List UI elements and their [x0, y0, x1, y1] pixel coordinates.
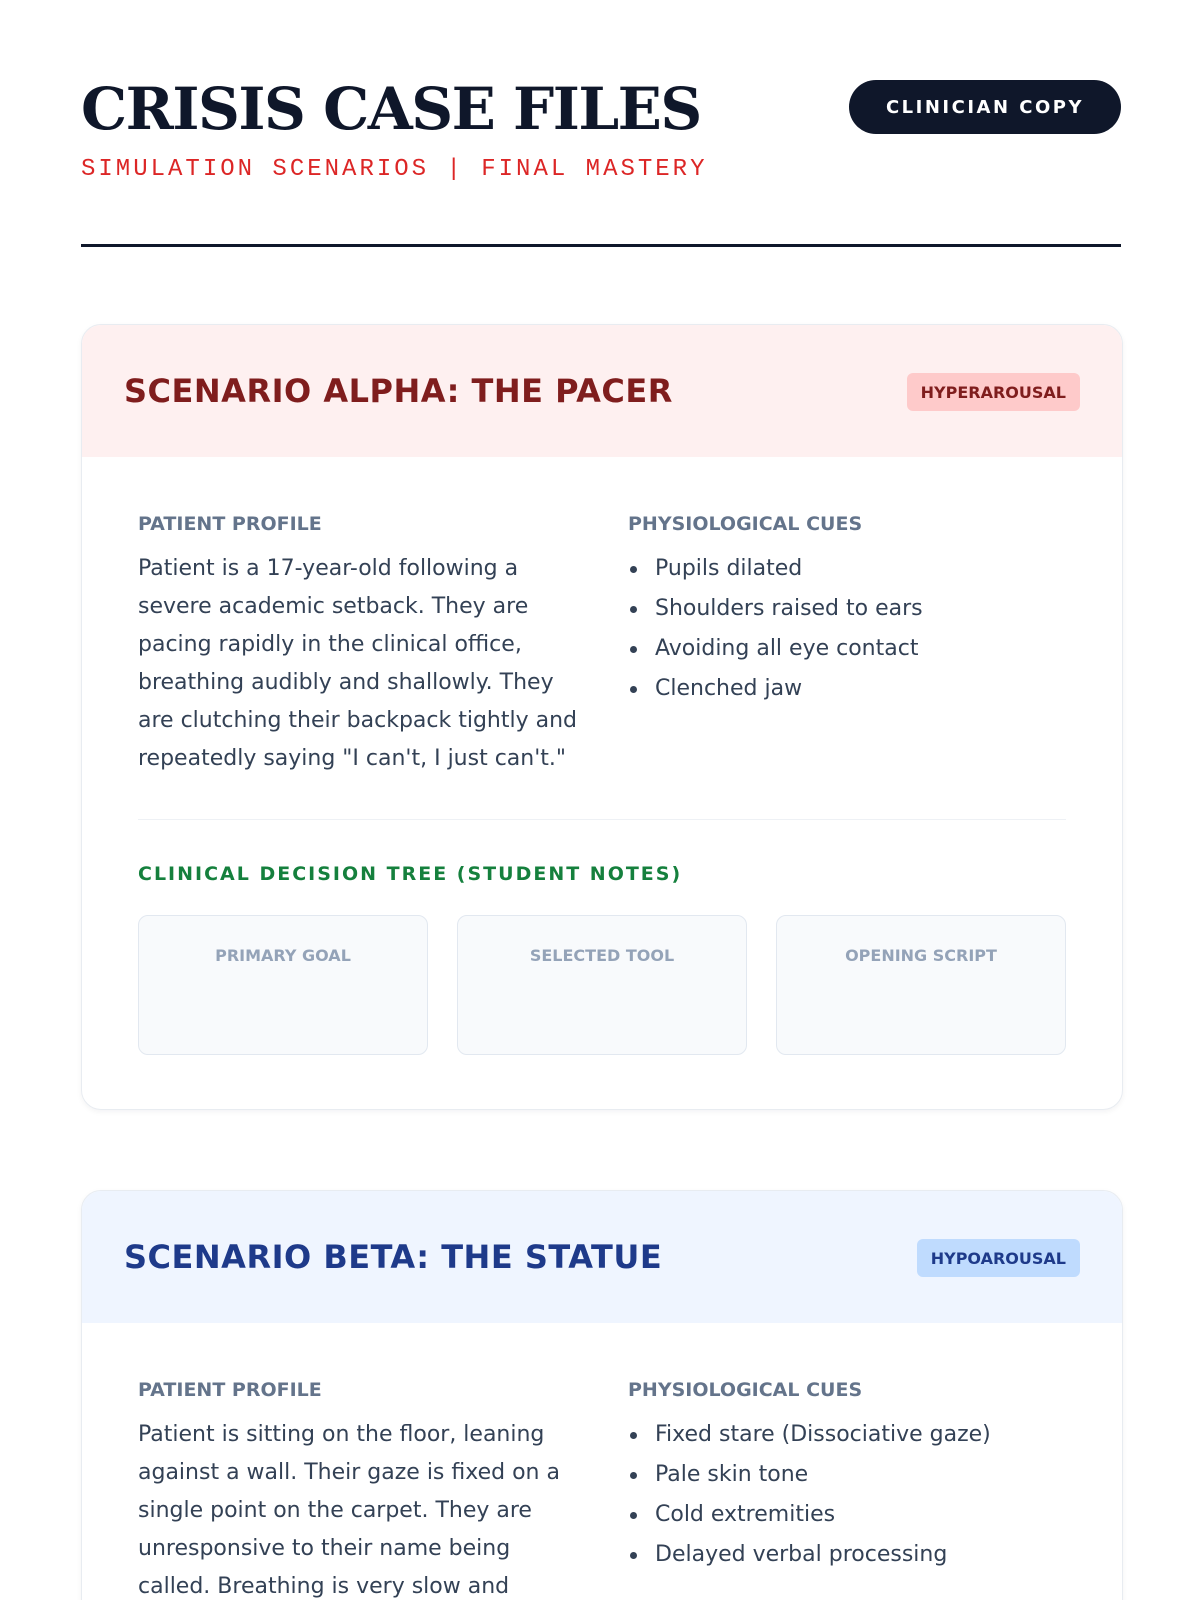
cue-text: Clenched jaw	[655, 676, 803, 701]
clinician-copy-badge: CLINICIAN COPY	[849, 80, 1121, 134]
cue-text: Shoulders raised to ears	[655, 596, 923, 621]
list-item	[628, 1495, 991, 1535]
section-divider	[138, 819, 1066, 820]
decision-tree-label: CLINICAL DECISION TREE (STUDENT NOTES)	[138, 863, 683, 885]
cue-text: Pupils dilated	[655, 556, 803, 581]
list-item	[628, 669, 923, 709]
bullet-icon	[630, 1472, 637, 1479]
bullet-icon	[630, 646, 637, 653]
opening-script-box[interactable]	[776, 915, 1066, 1055]
cue-text: Delayed verbal processing	[655, 1542, 948, 1567]
document-title: CRISIS CASE FILES	[81, 75, 701, 143]
document-subtitle: SIMULATION SCENARIOS | FINAL MASTERY	[81, 156, 708, 183]
physiological-cues-label: PHYSIOLOGICAL CUES	[628, 1379, 863, 1401]
primary-goal-label: PRIMARY GOAL	[215, 946, 351, 965]
physiological-cues-list	[628, 549, 923, 709]
list-item	[628, 1415, 991, 1455]
bullet-icon	[630, 1552, 637, 1559]
bullet-icon	[630, 1512, 637, 1519]
bullet-icon	[630, 566, 637, 573]
physiological-cues-list	[628, 1415, 991, 1575]
primary-goal-box[interactable]	[138, 915, 428, 1055]
patient-profile-text: Patient is a 17-year-old following a severe academic setback. They are pacing rapidly in the clinical office, breathing audibly and shallowly. They are clutching their backpack tightly and repeatedly saying "I can't, I just can't."	[138, 556, 578, 771]
cue-text: Pale skin tone	[655, 1462, 809, 1487]
scenario-title: SCENARIO BETA: THE STATUE	[124, 1238, 663, 1276]
scenario-card-alpha	[81, 324, 1123, 1110]
patient-profile-label: PATIENT PROFILE	[138, 1379, 322, 1401]
cue-text: Cold extremities	[655, 1502, 836, 1527]
arousal-tag: HYPERAROUSAL	[907, 373, 1080, 411]
scenario-card-beta	[81, 1190, 1123, 1600]
list-item	[628, 629, 923, 669]
opening-script-label: OPENING SCRIPT	[845, 946, 997, 965]
patient-profile-label: PATIENT PROFILE	[138, 513, 322, 535]
scenario-title: SCENARIO ALPHA: THE PACER	[124, 372, 673, 410]
list-item	[628, 1535, 991, 1575]
scenario-header	[82, 325, 1122, 457]
physiological-cues-label: PHYSIOLOGICAL CUES	[628, 513, 863, 535]
scenario-header	[82, 1191, 1122, 1323]
bullet-icon	[630, 686, 637, 693]
selected-tool-box[interactable]	[457, 915, 747, 1055]
list-item	[628, 1455, 991, 1495]
cue-text: Fixed stare (Dissociative gaze)	[655, 1422, 991, 1447]
list-item	[628, 549, 923, 589]
bullet-icon	[630, 1432, 637, 1439]
arousal-tag: HYPOAROUSAL	[917, 1239, 1080, 1277]
document-header	[81, 0, 1121, 247]
bullet-icon	[630, 606, 637, 613]
patient-profile-text: Patient is sitting on the floor, leaning against a wall. Their gaze is fixed on a single point on the carpet. They are unresponsive to their name being called. Breathing is very slow and	[138, 1422, 560, 1599]
list-item	[628, 589, 923, 629]
page	[81, 0, 1121, 1599]
cue-text: Avoiding all eye contact	[655, 636, 919, 661]
selected-tool-label: SELECTED TOOL	[529, 946, 675, 965]
